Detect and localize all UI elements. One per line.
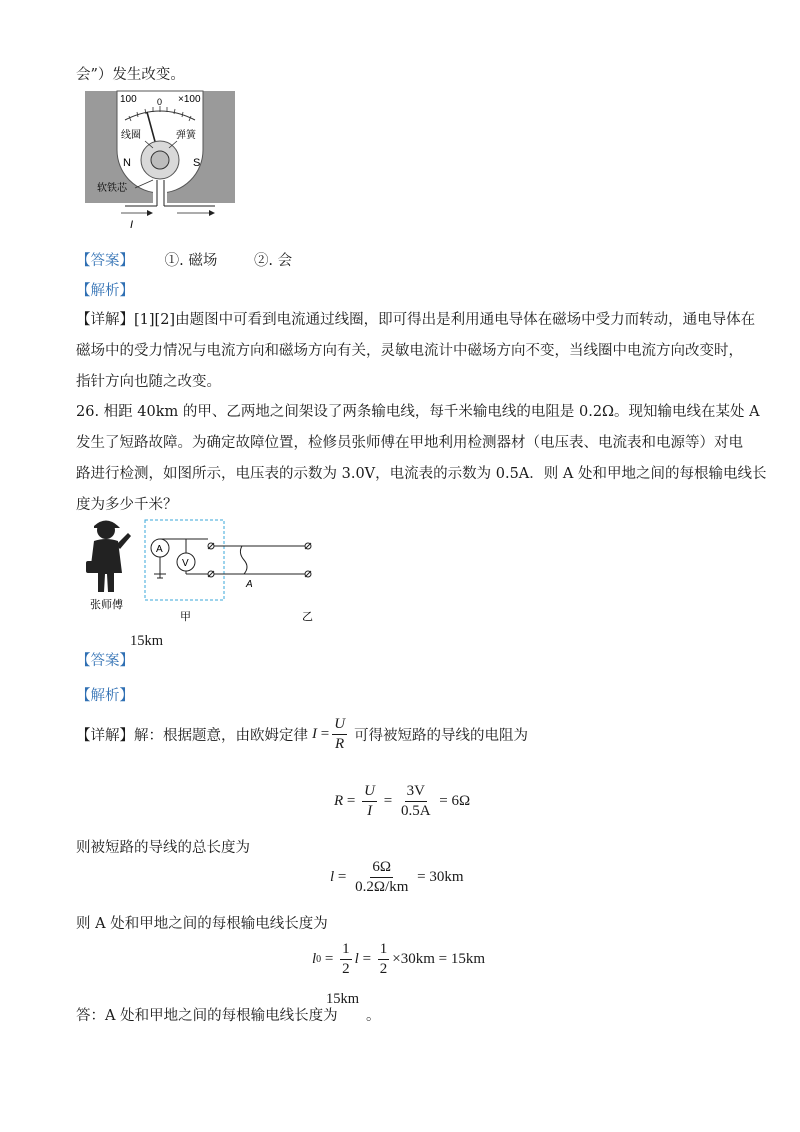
final-answer-line: [76, 1004, 338, 1025]
resistance-equation: R = $\frac{U}{I}$ = $\frac{3V}{0.5A}$ = 6Ω: [334, 783, 471, 819]
worker-icon: [86, 521, 131, 593]
voltmeter-label: V: [182, 558, 189, 569]
analysis-tag: 【解析】: [76, 283, 134, 299]
terminals: [208, 543, 311, 577]
q25-answer-line: [76, 249, 292, 270]
wires: [154, 539, 308, 578]
q26-line-1: 26. 相距 40km 的甲、乙两地之间架设了两条输电线，每千米输电线的电阻是 0.2Ω。现知输电线在某处 A: [76, 404, 760, 420]
current-label: I: [130, 219, 134, 231]
q26-detail-tag: 【详解】: [76, 727, 134, 744]
final-prefix: 答：: [76, 1008, 105, 1024]
q26-line-3: 路进行检测，如图所示，电压表的示数为 3.0V，电流表的示数为 0.5A．则 A 处和甲地之间的每根输电线长: [76, 466, 767, 482]
q26-detail-line: [76, 716, 528, 752]
ohm-law-formula: I = $\frac{U}{R}$: [312, 716, 346, 752]
q25-detail-line-1: [76, 308, 755, 329]
q26-answer-value: 15km: [130, 633, 164, 649]
scale-left-label: 100: [120, 94, 137, 105]
each-length-text: 则 A 处和甲地之间的每根输电线长度为: [76, 916, 328, 932]
coil-label: 线圈: [121, 130, 141, 141]
q26-detail-intro: 解：根据题意，由欧姆定律: [134, 727, 308, 744]
answer-tag: 【答案】: [76, 253, 134, 269]
south-pole-label: S: [193, 157, 201, 169]
continued-line: 会”）发生改变。: [76, 67, 185, 83]
circuit-figure: [80, 517, 320, 625]
site-yi-label: 乙: [302, 611, 313, 623]
final-answer-value: 15km: [326, 991, 360, 1007]
galvanometer-figure: [85, 88, 235, 233]
scale-zero-label: 0: [157, 97, 163, 107]
total-length-equation: l = $\frac{6\Omega}{0.2\Omega/km}$ = 30km: [330, 859, 464, 895]
detail-text: [1][2]由题图中可看到电流通过线圈，即可得出是利用通电导体在磁场中受力而转动，通电导体在: [134, 312, 756, 328]
ammeter-label: A: [156, 544, 163, 555]
core-label: 软铁芯: [97, 183, 127, 194]
fault-point-label: A: [246, 579, 253, 590]
lead-gap: [153, 180, 167, 203]
q26-answer-tag: 【答案】: [76, 653, 134, 669]
worker-label: 张师傅: [90, 599, 123, 611]
each-length-equation: l 0 = $\frac{1}{2}$ l = $\frac{1}{2}$ ×30km = 15km: [312, 941, 486, 977]
answer-choice-2: ②. 会: [253, 253, 293, 269]
spring-label: 弹簧: [176, 130, 196, 141]
final-period: 。: [366, 1008, 381, 1024]
q25-detail-line-3: 指针方向也随之改变。: [76, 374, 221, 390]
coil-center: [151, 151, 169, 169]
final-text: A 处和甲地之间的每根输电线长度为: [105, 1008, 338, 1024]
total-length-text: 则被短路的导线的总长度为: [76, 840, 250, 856]
q26-analysis-tag: 【解析】: [76, 688, 134, 704]
site-jia-label: 甲: [180, 611, 191, 623]
q26-line-2: 发生了短路故障。为确定故障位置，检修员张师傅在甲地利用检测器材（电压表、电流表和电源等）对电: [76, 435, 743, 451]
north-pole-label: N: [123, 157, 131, 169]
q26-line-4: 度为多少千米？: [76, 497, 178, 513]
detail-tag: 【详解】: [76, 312, 134, 328]
scale-right-label: ×100: [178, 94, 201, 105]
answer-choice-1: ①. 磁场: [164, 253, 218, 269]
q25-detail-line-2: 磁场中的受力情况与电流方向和磁场方向有关，灵敏电流计中磁场方向不变，当线圈中电流方向改变时，: [76, 343, 743, 359]
q26-detail-after: 可得被短路的导线的电阻为: [354, 727, 529, 744]
